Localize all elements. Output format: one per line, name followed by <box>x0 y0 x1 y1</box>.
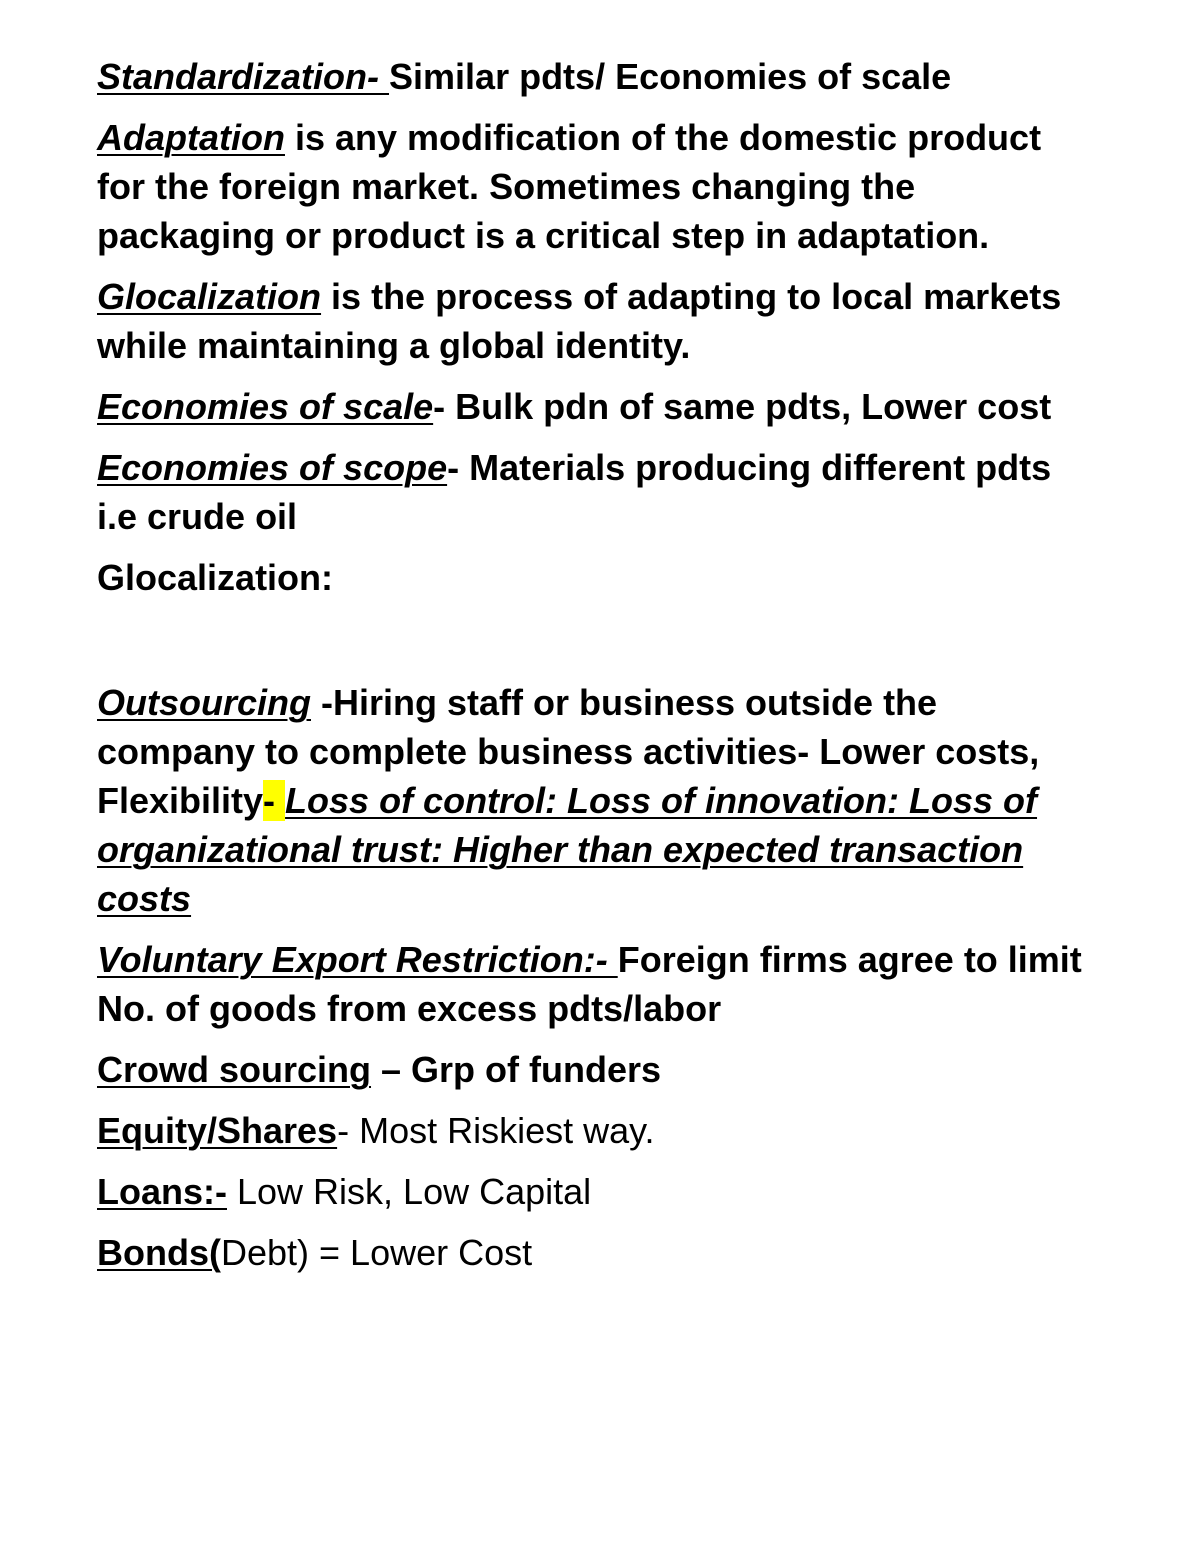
note-equity-shares <box>97 1106 1097 1155</box>
definition-voluntary-export-restriction: Foreign firms agree to limit No. of goods from excess pdts/labor <box>97 939 1082 1029</box>
term-economies-of-scale: Economies of scale <box>97 386 434 427</box>
definition-economies-of-scope: - Materials producing different pdts i.e crude oil <box>97 447 1052 537</box>
term-standardization: Standardization- <box>97 56 390 97</box>
note-economies-of-scale <box>97 382 1097 431</box>
term-voluntary-export-restriction: Voluntary Export Restriction:- <box>97 939 618 980</box>
note-adaptation <box>97 113 1097 260</box>
note-voluntary-export-restriction <box>97 935 1097 1033</box>
term-crowd-sourcing: Crowd sourcing <box>97 1049 372 1090</box>
outsourcing-cons: Loss of control: Loss of innovation: Loss of organizational trust: Higher than expected transaction costs <box>97 780 1038 919</box>
definition-glocalization: is the process of adapting to local markets while maintaining a global identity. <box>97 276 1062 366</box>
note-crowd-sourcing <box>97 1045 1097 1094</box>
term-economies-of-scope: Economies of scope <box>97 447 448 488</box>
definition-standardization: Similar pdts/ Economies of scale <box>389 56 952 97</box>
blank-line <box>97 614 1097 678</box>
document-page <box>97 52 1097 1289</box>
term-equity-shares: Equity/Shares <box>97 1110 338 1151</box>
definition-economies-of-scale: - Bulk pdn of same pdts, Lower cost <box>433 386 1052 427</box>
term-glocalization: Glocalization <box>97 276 322 317</box>
note-bonds <box>97 1228 1097 1277</box>
definition-bonds: Debt) = Lower Cost <box>220 1232 533 1273</box>
term-bonds: Bonds( <box>97 1232 221 1273</box>
note-glocalization <box>97 272 1097 370</box>
note-loans <box>97 1167 1097 1216</box>
definition-loans: Low Risk, Low Capital <box>227 1171 592 1212</box>
definition-outsourcing: -Hiring staff or business outside the company to complete business activities- Lower costs, Flexibility <box>97 682 1040 821</box>
heading-glocalization: Glocalization: <box>97 557 334 598</box>
term-loans: Loans:- <box>97 1171 227 1212</box>
definition-equity-shares: - Most Riskiest way. <box>337 1110 655 1151</box>
note-economies-of-scope <box>97 443 1097 541</box>
definition-crowd-sourcing: – Grp of funders <box>371 1049 662 1090</box>
term-adaptation: Adaptation <box>97 117 285 158</box>
note-standardization <box>97 52 1097 101</box>
highlighted-dash: - <box>263 780 286 821</box>
definition-adaptation: is any modification of the domestic product for the foreign market. Sometimes changing the packaging or product is a critical step in adaptation. <box>97 117 1042 256</box>
term-outsourcing: Outsourcing <box>97 682 311 723</box>
note-outsourcing <box>97 678 1097 923</box>
